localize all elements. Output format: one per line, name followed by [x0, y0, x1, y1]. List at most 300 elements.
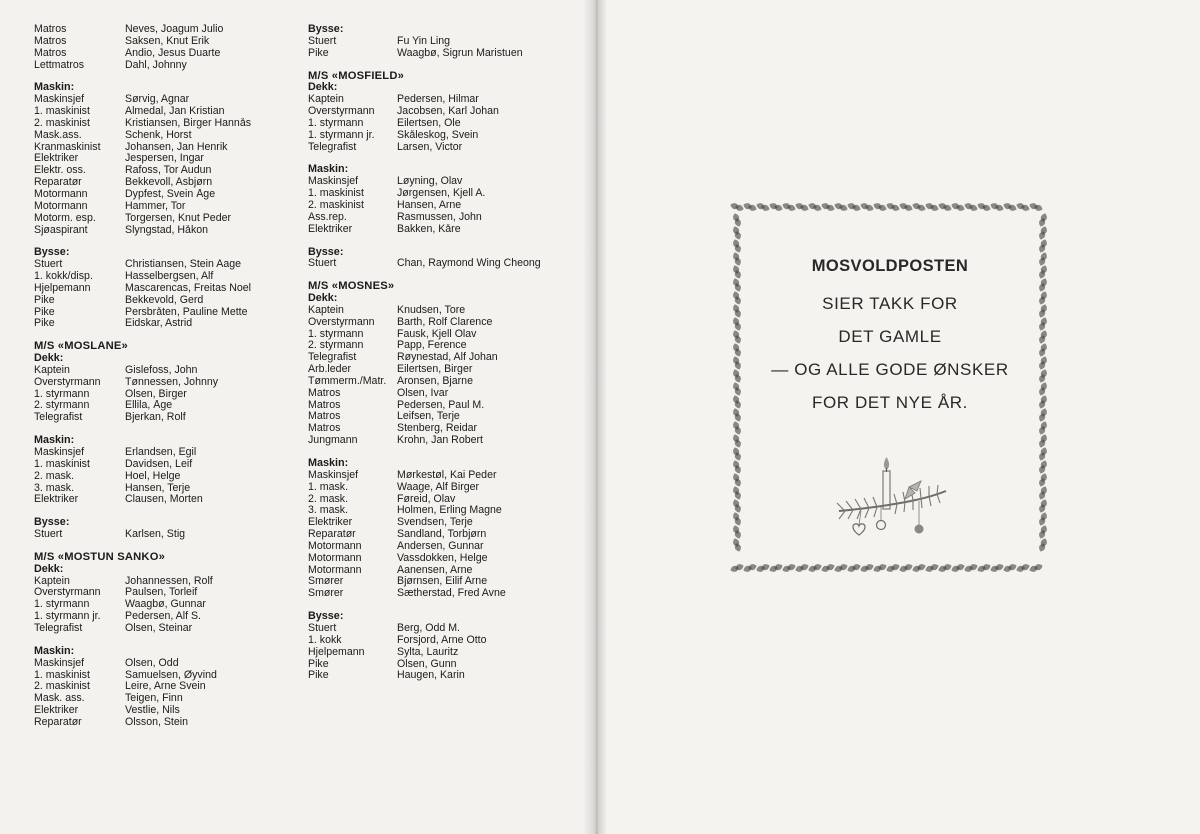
crew-row — [34, 36, 296, 48]
crew-role: 1. maskinist — [34, 458, 90, 470]
crew-row — [308, 329, 570, 341]
crew-row — [34, 24, 296, 36]
department-heading: Maskin: — [34, 81, 75, 94]
department-heading: Dekk: — [34, 562, 64, 575]
crew-row — [34, 681, 296, 693]
crew-name: Dypfest, Svein Åge — [125, 188, 216, 200]
crew-name: Hoel, Helge — [125, 470, 181, 482]
crew-section — [308, 247, 570, 271]
crew-name: Dahl, Johnny — [125, 59, 187, 71]
crew-row — [308, 517, 570, 529]
crew-row — [34, 459, 296, 471]
crew-row — [34, 307, 296, 319]
crew-role: Reparatør — [34, 177, 82, 189]
crew-role: Arb.leder — [308, 364, 351, 376]
crew-role: 1. kokk — [308, 634, 342, 646]
crew-name: Sørvig, Agnar — [125, 94, 190, 106]
crew-role: Stuert — [308, 258, 337, 270]
crew-name: Jacobsen, Karl Johan — [397, 106, 499, 118]
crew-name: Waagbø, Gunnar — [125, 599, 206, 611]
crew-row — [34, 271, 296, 283]
greeting-line-1: SIER TAKK FOR — [822, 294, 958, 313]
crew-row — [308, 36, 570, 48]
crew-name: Løyning, Olav — [397, 176, 463, 188]
crew-row — [34, 283, 296, 295]
crew-name: Saksen, Knut Erik — [125, 35, 210, 47]
greeting-card — [725, 195, 1055, 580]
department-heading: Dekk: — [308, 81, 338, 94]
crew-role: 1. maskinist — [34, 106, 90, 118]
crew-row — [34, 225, 296, 237]
crew-name: Andio, Jesus Duarte — [125, 47, 221, 59]
crew-row — [308, 670, 570, 682]
crew-name: Bjørnsen, Eilif Arne — [397, 576, 488, 588]
crew-name: Olsen, Ivar — [397, 387, 449, 399]
crew-name: Pedersen, Alf S. — [125, 611, 201, 623]
crew-name: Bakken, Kåre — [397, 223, 461, 235]
crew-row — [34, 587, 296, 599]
crew-section — [308, 458, 570, 600]
crew-row — [34, 389, 296, 401]
crew-row — [308, 565, 570, 577]
department-heading: Dekk: — [34, 352, 64, 365]
crew-name: Mørkestøl, Kai Peder — [397, 469, 497, 481]
crew-name: Chan, Raymond Wing Cheong — [397, 258, 541, 270]
department-heading: Maskin: — [34, 434, 75, 447]
crew-role: Maskinsjef — [308, 176, 359, 188]
crew-role: Hjelpemann — [308, 646, 365, 658]
crew-row — [34, 177, 296, 189]
crew-name: Waage, Alf Birger — [397, 481, 480, 493]
crew-section — [34, 341, 296, 424]
crew-role: Overstyrmann — [34, 376, 101, 388]
crew-section — [34, 435, 296, 506]
crew-name: Bjerkan, Rolf — [125, 412, 186, 424]
crew-name: Berg, Odd M. — [397, 622, 460, 634]
department-heading: Bysse: — [308, 610, 344, 623]
crew-row — [308, 494, 570, 506]
crew-role: Telegrafist — [34, 412, 83, 424]
crew-role: 2. mask. — [34, 470, 75, 482]
crew-role: Overstyrmann — [34, 587, 101, 599]
crew-section — [34, 552, 296, 635]
department-heading: Maskin: — [34, 644, 75, 657]
crew-row — [34, 259, 296, 271]
greeting-heading: MOSVOLDPOSTEN — [811, 257, 969, 275]
crew-name: Johansen, Jan Henrik — [125, 141, 228, 153]
crew-role: Smører — [308, 588, 344, 600]
crew-name: Olsson, Stein — [125, 716, 189, 728]
crew-role: Kaptein — [34, 364, 70, 376]
crew-row — [34, 130, 296, 142]
crew-name: Føreid, Olav — [397, 493, 456, 505]
crew-name: Hasselbergsen, Alf — [125, 271, 214, 283]
crew-row — [34, 142, 296, 154]
crew-row — [308, 106, 570, 118]
crew-name: Almedal, Jan Kristian — [125, 106, 225, 118]
crew-name: Fausk, Kjell Olav — [397, 328, 477, 340]
crew-name: Sylta, Lauritz — [397, 646, 459, 658]
crew-list-column-2 — [308, 24, 570, 693]
crew-row — [308, 482, 570, 494]
crew-role: Pike — [308, 658, 329, 670]
crew-name: Hansen, Terje — [125, 482, 191, 494]
crew-row — [308, 258, 570, 270]
crew-role: 2. styrmann — [308, 340, 364, 352]
crew-role: 2. maskinist — [308, 199, 364, 211]
crew-name: Fu Yin Ling — [397, 35, 451, 47]
crew-name: Clausen, Morten — [125, 494, 203, 506]
crew-role: 1. styrmann — [34, 599, 90, 611]
crew-row — [34, 165, 296, 177]
crew-section — [34, 24, 296, 71]
crew-role: Matros — [308, 423, 341, 435]
crew-section — [34, 82, 296, 236]
crew-role: 1. kokk/disp. — [34, 271, 93, 283]
crew-name: Karlsen, Stig — [125, 529, 186, 541]
crew-row — [34, 48, 296, 60]
crew-name: Aronsen, Bjarne — [397, 375, 473, 387]
greeting-line-3: — OG ALLE GODE ØNSKER — [771, 360, 1009, 379]
crew-row — [34, 106, 296, 118]
crew-row — [34, 94, 296, 106]
crew-role: 2. mask. — [308, 493, 349, 505]
crew-role: Sjøaspirant — [34, 224, 88, 236]
crew-section — [308, 71, 570, 154]
crew-role: 1. mask. — [308, 481, 349, 493]
crew-role: Matros — [34, 24, 67, 35]
left-page — [0, 0, 596, 834]
crew-row — [308, 176, 570, 188]
greeting-line-4: FOR DET NYE ÅR. — [811, 393, 969, 412]
crew-row — [308, 553, 570, 565]
department-heading: Bysse: — [308, 245, 344, 258]
crew-row — [308, 505, 570, 517]
crew-name: Leire, Arne Svein — [125, 681, 206, 693]
crew-row — [308, 470, 570, 482]
crew-row — [308, 364, 570, 376]
crew-name: Jespersen, Ingar — [125, 153, 204, 165]
crew-role: Pike — [308, 670, 329, 682]
crew-name: Sætherstad, Fred Avne — [397, 588, 506, 600]
crew-row — [308, 142, 570, 154]
crew-row — [308, 130, 570, 142]
crew-name: Torgersen, Knut Peder — [125, 212, 231, 224]
crew-name: Olsen, Odd — [125, 657, 179, 669]
crew-role: Pike — [34, 306, 55, 318]
crew-name: Forsjord, Arne Otto — [397, 634, 487, 646]
crew-role: 3. mask. — [34, 482, 75, 494]
crew-name: Olsen, Gunn — [397, 658, 457, 670]
crew-name: Schenk, Horst — [125, 129, 192, 141]
crew-row — [34, 213, 296, 225]
crew-name: Slyngstad, Håkon — [125, 224, 209, 236]
crew-name: Vassdokken, Helge — [397, 552, 488, 564]
crew-name: Vestlie, Nils — [125, 705, 180, 717]
crew-role: Hjelpemann — [34, 282, 91, 294]
crew-role: Kaptein — [308, 94, 344, 106]
crew-name: Krohn, Jan Robert — [397, 435, 483, 447]
crew-section — [308, 24, 570, 60]
crew-row — [34, 717, 296, 729]
crew-name: Eidskar, Astrid — [125, 318, 193, 330]
page-gutter — [583, 0, 607, 834]
crew-row — [34, 295, 296, 307]
crew-row — [34, 201, 296, 213]
crew-row — [34, 400, 296, 412]
crew-role: Motormann — [308, 564, 362, 576]
crew-row — [34, 447, 296, 459]
crew-row — [308, 400, 570, 412]
crew-section — [308, 611, 570, 682]
crew-row — [308, 212, 570, 224]
crew-row — [34, 412, 296, 424]
crew-name: Mascarencas, Freitas Noel — [125, 282, 251, 294]
crew-role: Motormann — [308, 552, 362, 564]
crew-name: Holmen, Erling Magne — [397, 505, 502, 517]
ship-title: M/S «MOSNES» — [308, 280, 395, 293]
crew-role: 1. maskinist — [308, 188, 364, 200]
crew-role: Elektr. oss. — [34, 165, 86, 177]
crew-row — [308, 411, 570, 423]
crew-row — [34, 318, 296, 330]
crew-row — [34, 611, 296, 623]
crew-section — [34, 517, 296, 541]
crew-section — [308, 281, 570, 447]
crew-name: Persbråten, Pauline Mette — [125, 306, 248, 318]
crew-role: Stuert — [308, 35, 337, 47]
crew-role: Elektriker — [308, 517, 353, 529]
crew-role: Motormann — [34, 188, 88, 200]
crew-name: Haugen, Karin — [397, 670, 465, 682]
crew-row — [34, 529, 296, 541]
crew-role: Maskinsjef — [34, 94, 85, 106]
crew-name: Eilertsen, Ole — [397, 117, 461, 129]
crew-name: Gislefoss, John — [125, 364, 198, 376]
crew-row — [308, 200, 570, 212]
crew-row — [34, 693, 296, 705]
crew-name: Larsen, Victor — [397, 141, 463, 153]
crew-role: Reparatør — [308, 529, 356, 541]
christmas-branch-candle-icon — [831, 451, 951, 541]
crew-name: Leifsen, Terje — [397, 411, 460, 423]
crew-role: Tømmerm./Matr. — [308, 375, 387, 387]
crew-row — [308, 188, 570, 200]
crew-list-column-1 — [34, 24, 296, 740]
crew-role: Pike — [34, 294, 55, 306]
crew-section — [34, 247, 296, 330]
crew-name: Rafoss, Tor Audun — [125, 165, 212, 177]
crew-row — [34, 494, 296, 506]
crew-role: Overstyrmann — [308, 106, 375, 118]
crew-role: Overstyrmann — [308, 316, 375, 328]
crew-name: Neves, Joagum Julio — [125, 24, 224, 35]
greeting-text — [755, 257, 1025, 419]
crew-name: Knudsen, Tore — [397, 304, 466, 316]
crew-role: 1. styrmann — [308, 117, 364, 129]
crew-role: Matros — [308, 411, 341, 423]
crew-row — [308, 576, 570, 588]
crew-name: Barth, Rolf Clarence — [397, 316, 493, 328]
ship-title: M/S «MOSFIELD» — [308, 69, 405, 82]
crew-row — [308, 659, 570, 671]
crew-role: 1. styrmann jr. — [34, 611, 101, 623]
crew-row — [34, 599, 296, 611]
crew-role: Motormann — [308, 540, 362, 552]
crew-role: Maskinsjef — [34, 657, 85, 669]
crew-row — [308, 647, 570, 659]
crew-role: Lettmatros — [34, 59, 85, 71]
crew-role: Elektriker — [34, 153, 79, 165]
crew-role: Mask.ass. — [34, 129, 82, 141]
crew-name: Tønnessen, Johnny — [125, 376, 219, 388]
ship-title: M/S «MOSTUN SANKO» — [34, 550, 166, 563]
crew-section — [34, 646, 296, 729]
crew-name: Papp, Ference — [397, 340, 467, 352]
crew-name: Andersen, Gunnar — [397, 540, 484, 552]
crew-row — [308, 48, 570, 60]
crew-name: Sandland, Torbjørn — [397, 529, 487, 541]
crew-row — [308, 94, 570, 106]
crew-name: Hansen, Arne — [397, 199, 462, 211]
crew-name: Erlandsen, Egil — [125, 447, 197, 458]
department-heading: Dekk: — [308, 292, 338, 305]
crew-role: Kaptein — [308, 304, 344, 316]
crew-row — [308, 340, 570, 352]
crew-name: Skåleskog, Svein — [397, 129, 479, 141]
crew-role: 1. maskinist — [34, 669, 90, 681]
crew-name: Rasmussen, John — [397, 211, 482, 223]
crew-role: Maskinsjef — [34, 447, 85, 458]
crew-row — [308, 118, 570, 130]
crew-role: 2. maskinist — [34, 681, 90, 693]
crew-row — [308, 635, 570, 647]
crew-name: Jørgensen, Kjell A. — [397, 188, 486, 200]
crew-name: Davidsen, Leif — [125, 458, 193, 470]
crew-role: Stuert — [34, 259, 63, 271]
crew-row — [308, 623, 570, 635]
crew-name: Samuelsen, Øyvind — [125, 669, 217, 681]
crew-row — [34, 471, 296, 483]
crew-name: Bekkevold, Gerd — [125, 294, 204, 306]
department-heading: Bysse: — [34, 516, 70, 529]
crew-role: Matros — [308, 399, 341, 411]
crew-name: Paulsen, Torleif — [125, 587, 198, 599]
crew-name: Eilertsen, Birger — [397, 364, 473, 376]
crew-role: Matros — [34, 47, 67, 59]
crew-name: Aanensen, Arne — [397, 564, 473, 576]
crew-row — [34, 576, 296, 588]
crew-name: Svendsen, Terje — [397, 517, 473, 529]
crew-role: Jungmann — [308, 435, 358, 447]
crew-row — [308, 529, 570, 541]
crew-name: Olsen, Birger — [125, 388, 187, 400]
ship-title: M/S «MOSLANE» — [34, 340, 128, 353]
crew-row — [34, 377, 296, 389]
crew-row — [308, 423, 570, 435]
crew-row — [34, 670, 296, 682]
crew-row — [308, 352, 570, 364]
crew-role: Pike — [308, 47, 329, 59]
crew-role: Mask. ass. — [34, 693, 85, 705]
crew-role: Matros — [308, 387, 341, 399]
crew-role: 3. mask. — [308, 505, 349, 517]
crew-row — [308, 588, 570, 600]
crew-row — [308, 376, 570, 388]
crew-name: Kristiansen, Birger Hannås — [125, 117, 252, 129]
crew-role: Elektriker — [34, 494, 79, 506]
crew-row — [34, 483, 296, 495]
crew-role: Maskinsjef — [308, 469, 359, 481]
crew-name: Røynestad, Alf Johan — [397, 352, 498, 364]
crew-row — [308, 541, 570, 553]
crew-name: Bekkevoll, Asbjørn — [125, 177, 213, 189]
crew-role: Motormann — [34, 200, 88, 212]
crew-row — [34, 60, 296, 72]
crew-role: 2. styrmann — [34, 400, 90, 412]
crew-row — [308, 435, 570, 447]
crew-name: Pedersen, Paul M. — [397, 399, 485, 411]
department-heading: Maskin: — [308, 163, 349, 176]
crew-row — [34, 365, 296, 377]
crew-role: 1. styrmann jr. — [308, 129, 375, 141]
department-heading: Bysse: — [34, 246, 70, 259]
crew-row — [34, 658, 296, 670]
crew-name: Christiansen, Stein Aage — [125, 259, 242, 271]
department-heading: Bysse: — [308, 23, 344, 35]
crew-row — [34, 118, 296, 130]
crew-role: Telegrafist — [34, 622, 83, 634]
crew-row — [308, 317, 570, 329]
crew-name: Olsen, Steinar — [125, 622, 193, 634]
crew-role: Elektriker — [34, 705, 79, 717]
crew-role: Matros — [34, 35, 67, 47]
crew-role: Kranmaskinist — [34, 141, 101, 153]
crew-role: Reparatør — [34, 716, 82, 728]
greeting-line-2: DET GAMLE — [838, 327, 942, 346]
crew-name: Stenberg, Reidar — [397, 423, 478, 435]
crew-name: Pedersen, Hilmar — [397, 94, 479, 106]
crew-role: 1. styrmann — [308, 328, 364, 340]
crew-name: Ellila, Åge — [125, 400, 173, 412]
crew-role: Ass.rep. — [308, 211, 347, 223]
crew-row — [34, 189, 296, 201]
crew-role: Pike — [34, 318, 55, 330]
crew-row — [308, 224, 570, 236]
crew-name: Johannessen, Rolf — [125, 575, 213, 587]
crew-role: 1. styrmann — [34, 388, 90, 400]
crew-role: Motorm. esp. — [34, 212, 96, 224]
crew-row — [34, 623, 296, 635]
crew-name: Hammer, Tor — [125, 200, 186, 212]
crew-row — [308, 305, 570, 317]
crew-role: Smører — [308, 576, 344, 588]
crew-section — [308, 164, 570, 235]
crew-role: Stuert — [34, 529, 63, 541]
crew-name: Teigen, Finn — [125, 693, 183, 705]
crew-role: Elektriker — [308, 223, 353, 235]
crew-row — [308, 388, 570, 400]
crew-name: Waagbø, Sigrun Maristuen — [397, 47, 523, 59]
crew-role: Telegrafist — [308, 141, 357, 153]
crew-role: Kaptein — [34, 575, 70, 587]
crew-role: Telegrafist — [308, 352, 357, 364]
crew-role: 2. maskinist — [34, 117, 90, 129]
crew-row — [34, 153, 296, 165]
crew-role: Stuert — [308, 622, 337, 634]
department-heading: Maskin: — [308, 457, 349, 469]
crew-row — [34, 705, 296, 717]
